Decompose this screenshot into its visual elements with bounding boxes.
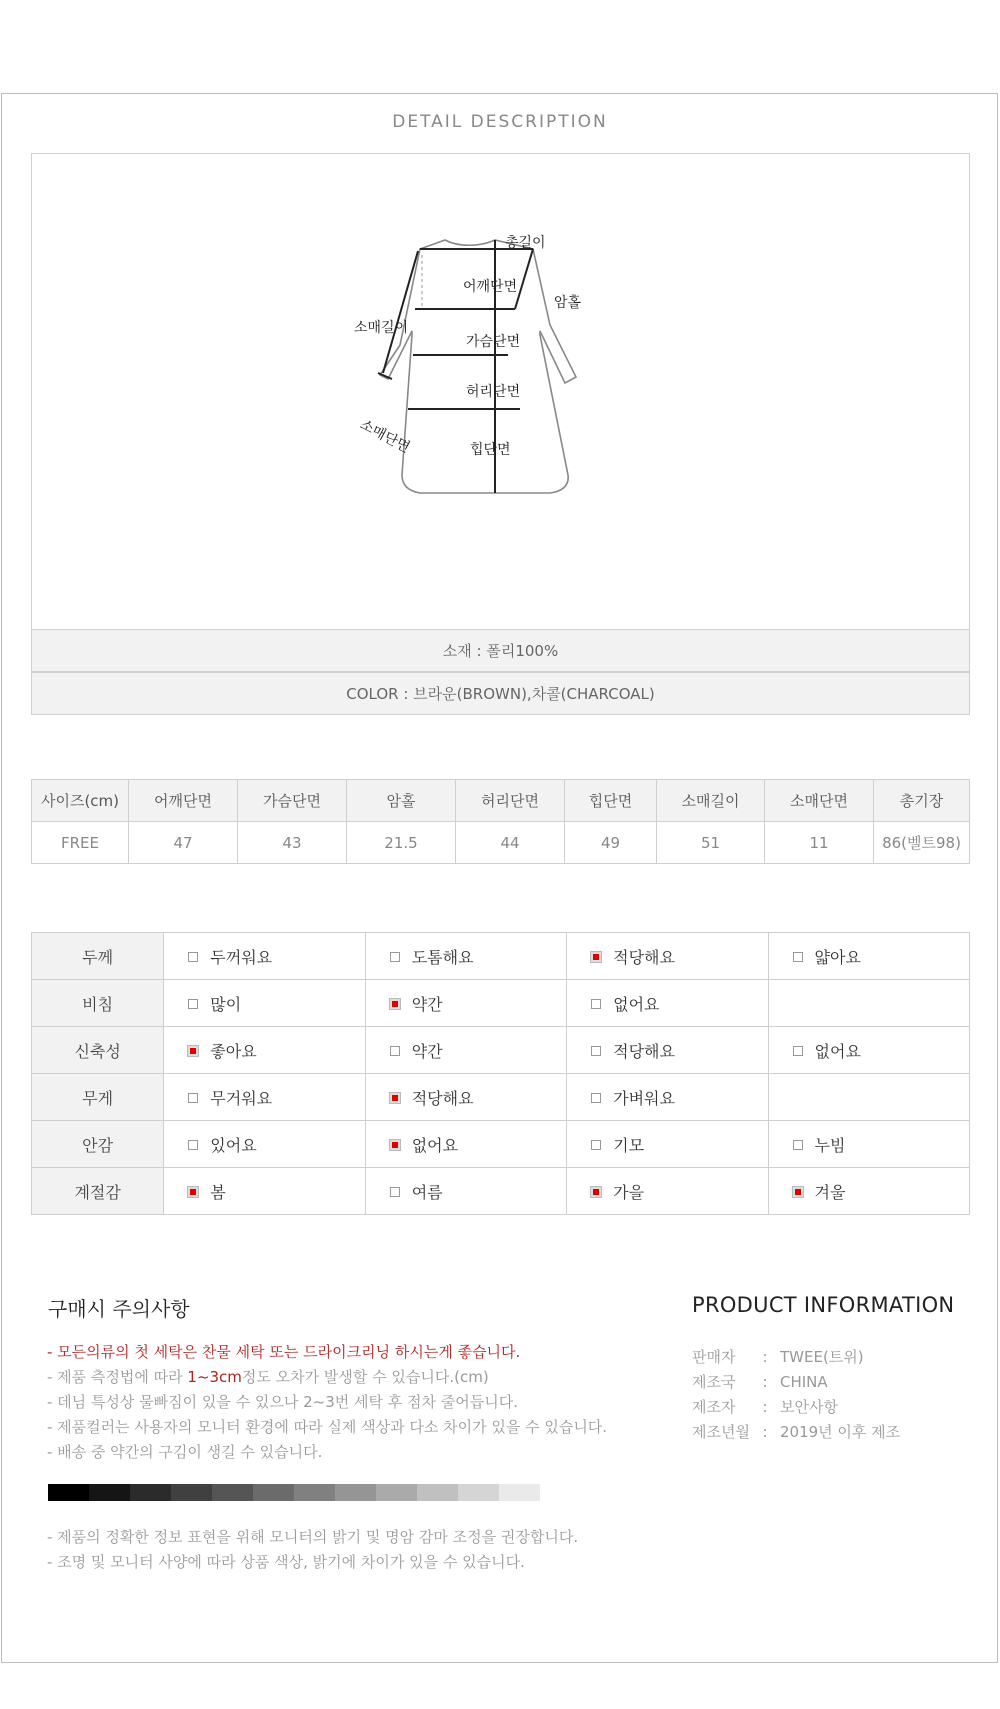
note-line: - 조명 및 모니터 사양에 따라 상품 색상, 밝기에 차이가 있을 수 있습니다.: [47, 1553, 525, 1571]
unchecked-box-icon[interactable]: [188, 999, 198, 1009]
feature-option[interactable]: [164, 1121, 365, 1168]
grayscale-swatch: [130, 1484, 171, 1501]
unchecked-box-icon[interactable]: [390, 952, 400, 962]
label-waist: 허리단면: [466, 384, 521, 400]
product-info-separator: :: [762, 1373, 768, 1391]
feature-option-label: 겨울: [814, 1182, 846, 1202]
feature-option[interactable]: [365, 933, 566, 980]
label-sleeve-width: 소매단면: [357, 416, 413, 457]
grayscale-bar: [48, 1484, 540, 1501]
size-header-cell: 암홀: [347, 780, 456, 822]
unchecked-box-icon[interactable]: [188, 1093, 198, 1103]
grayscale-swatch: [458, 1484, 499, 1501]
care-line: - 데님 특성상 물빠짐이 있을 수 있으나 2~3번 세탁 후 점차 줄어듭니다.: [47, 1393, 519, 1411]
feature-label: 안감: [32, 1121, 164, 1168]
checked-box-icon[interactable]: [188, 1046, 198, 1056]
feature-row: [32, 1074, 970, 1121]
detail-title: DETAIL DESCRIPTION: [392, 112, 608, 132]
feature-option[interactable]: [567, 980, 768, 1027]
size-header-cell: 어깨단면: [129, 780, 238, 822]
feature-option-label: 두꺼워요: [210, 947, 273, 967]
grayscale-swatch: [335, 1484, 376, 1501]
size-header-cell: 가슴단면: [238, 780, 347, 822]
grayscale-swatch: [253, 1484, 294, 1501]
size-table-row: [32, 822, 970, 864]
checked-box-icon[interactable]: [591, 952, 601, 962]
grayscale-swatch: [376, 1484, 417, 1501]
product-info-row: [692, 1395, 900, 1420]
feature-option-label: 약간: [411, 1041, 443, 1061]
feature-table: [31, 932, 970, 1215]
size-header-cell: 힙단면: [565, 780, 657, 822]
product-info-separator: :: [762, 1348, 768, 1366]
size-cell: 47: [129, 822, 238, 864]
feature-option[interactable]: [164, 980, 365, 1027]
care-title: 구매시 주의사항: [48, 1297, 190, 1321]
feature-label: 비침: [32, 980, 164, 1027]
feature-option-label: 약간: [411, 994, 443, 1014]
feature-option-label: 무거워요: [210, 1088, 273, 1108]
care-line: - 배송 중 약간의 구김이 생길 수 있습니다.: [47, 1443, 323, 1461]
product-info-list: [692, 1345, 900, 1445]
unchecked-box-icon[interactable]: [793, 1046, 803, 1056]
product-info-row: [692, 1345, 900, 1370]
feature-option[interactable]: [365, 1027, 566, 1074]
material-row: 소재 : 폴리100%: [31, 629, 970, 672]
size-cell: 49: [565, 822, 657, 864]
feature-label: 계절감: [32, 1168, 164, 1215]
feature-option-label: 없어요: [613, 994, 660, 1014]
grayscale-swatch: [171, 1484, 212, 1501]
feature-option-label: 여름: [411, 1182, 443, 1202]
feature-option[interactable]: [768, 933, 969, 980]
unchecked-box-icon[interactable]: [591, 999, 601, 1009]
feature-option[interactable]: [567, 1027, 768, 1074]
care-line: - 모든의류의 첫 세탁은 찬물 세탁 또는 드라이크리닝 하시는게 좋습니다.: [47, 1343, 521, 1361]
note-list: [47, 1525, 578, 1575]
label-hip: 힙단면: [470, 442, 511, 458]
feature-option-label: 가을: [613, 1182, 645, 1202]
grayscale-swatch: [294, 1484, 335, 1501]
feature-row: [32, 1168, 970, 1215]
feature-option[interactable]: [365, 1121, 566, 1168]
feature-option[interactable]: [164, 1074, 365, 1121]
feature-option-label: 도톰해요: [411, 947, 474, 967]
feature-option-label: 적당해요: [613, 1041, 675, 1061]
size-cell: 44: [456, 822, 565, 864]
feature-option[interactable]: [164, 1168, 365, 1215]
feature-option-label: 없어요: [411, 1135, 459, 1155]
label-shoulder: 어깨단면: [463, 279, 518, 295]
size-header-cell: 사이즈(cm): [32, 780, 129, 822]
size-cell: 11: [765, 822, 874, 864]
unchecked-box-icon[interactable]: [793, 1140, 803, 1150]
feature-label: 신축성: [32, 1027, 164, 1074]
feature-option[interactable]: [768, 1168, 969, 1215]
checked-box-icon[interactable]: [390, 1093, 400, 1103]
feature-label: 두께: [32, 933, 164, 980]
unchecked-box-icon[interactable]: [390, 1046, 400, 1056]
feature-option[interactable]: [768, 1121, 969, 1168]
feature-option[interactable]: [365, 980, 566, 1027]
grayscale-swatch: [212, 1484, 253, 1501]
feature-option-label: 있어요: [210, 1135, 257, 1155]
product-info-key: 판매자: [692, 1348, 736, 1366]
checked-box-icon[interactable]: [390, 1140, 400, 1150]
product-info-value: 보안사항: [780, 1398, 838, 1416]
color-row: COLOR : 브라운(BROWN),차콜(CHARCOAL): [31, 672, 970, 715]
checked-box-icon[interactable]: [188, 1187, 198, 1197]
feature-option[interactable]: [365, 1168, 566, 1215]
unchecked-box-icon[interactable]: [591, 1046, 601, 1056]
care-list: [47, 1340, 607, 1465]
size-header-cell: 총기장: [874, 780, 970, 822]
unchecked-box-icon[interactable]: [591, 1140, 601, 1150]
feature-option[interactable]: [567, 1168, 768, 1215]
feature-option[interactable]: [164, 1027, 365, 1074]
grayscale-swatch: [89, 1484, 130, 1501]
size-cell: 86(벨트98): [874, 822, 970, 864]
product-info-key: 제조국: [692, 1373, 736, 1391]
label-chest: 가슴단면: [466, 334, 521, 350]
checked-box-icon[interactable]: [793, 1187, 803, 1197]
feature-row: [32, 980, 970, 1027]
unchecked-box-icon[interactable]: [390, 1187, 400, 1197]
unchecked-box-icon[interactable]: [188, 952, 198, 962]
feature-label: 무게: [32, 1074, 164, 1121]
feature-option-label: 누빔: [814, 1135, 846, 1155]
feature-option[interactable]: [567, 933, 768, 980]
empty-cell: [768, 980, 969, 1027]
product-info-key: 제조년월: [692, 1423, 750, 1441]
grayscale-swatch: [48, 1484, 89, 1501]
size-table-header: [32, 780, 970, 822]
care-highlight: 1~3cm: [187, 1368, 242, 1386]
size-cell: 51: [657, 822, 765, 864]
feature-option[interactable]: [365, 1074, 566, 1121]
checked-box-icon[interactable]: [390, 999, 400, 1009]
product-info-value: CHINA: [780, 1373, 828, 1391]
empty-cell: [768, 1074, 969, 1121]
label-sleeve-length: 소매길이: [354, 320, 409, 336]
feature-option-label: 기모: [613, 1135, 645, 1155]
product-info-row: [692, 1420, 900, 1445]
product-info-separator: :: [762, 1398, 768, 1416]
feature-option-label: 적당해요: [411, 1088, 474, 1108]
care-line: - 제품컬러는 사용자의 모니터 환경에 따라 실제 색상과 다소 차이가 있을 수 있습니다.: [47, 1418, 608, 1436]
grayscale-swatch: [417, 1484, 458, 1501]
product-info-value: 2019년 이후 제조: [780, 1423, 901, 1441]
size-cell: 43: [238, 822, 347, 864]
feature-option[interactable]: [567, 1074, 768, 1121]
product-info-key: 제조자: [692, 1398, 736, 1416]
product-info-value: TWEE(트위): [780, 1348, 864, 1366]
label-total-length: 총길이: [505, 235, 546, 251]
grayscale-swatch: [499, 1484, 540, 1501]
size-cell: FREE: [32, 822, 129, 864]
feature-option-label: 적당해요: [613, 947, 675, 967]
feature-option[interactable]: [567, 1121, 768, 1168]
note-line: - 제품의 정확한 정보 표현을 위해 모니터의 밝기 및 명암 감마 조정을 권장합니다.: [47, 1528, 579, 1546]
feature-row: [32, 1027, 970, 1074]
feature-option-label: 없어요: [814, 1041, 861, 1061]
size-cell: 21.5: [347, 822, 456, 864]
care-line: - 제품 측정법에 따라 1~3cm정도 오차가 발생할 수 있습니다.(cm): [47, 1368, 489, 1386]
feature-option-label: 얇아요: [814, 947, 861, 967]
product-info-row: [692, 1370, 900, 1395]
feature-option-label: 봄: [210, 1182, 226, 1202]
size-header-cell: 소매길이: [657, 780, 765, 822]
unchecked-box-icon[interactable]: [591, 1093, 601, 1103]
feature-option[interactable]: [768, 1027, 969, 1074]
feature-option[interactable]: [164, 933, 365, 980]
size-header-cell: 허리단면: [456, 780, 565, 822]
unchecked-box-icon[interactable]: [188, 1140, 198, 1150]
unchecked-box-icon[interactable]: [793, 952, 803, 962]
size-table: [31, 779, 970, 864]
feature-option-label: 많이: [210, 994, 242, 1014]
product-info-title: PRODUCT INFORMATION: [692, 1293, 955, 1317]
feature-option-label: 좋아요: [210, 1041, 257, 1061]
feature-row: [32, 1121, 970, 1168]
feature-row: [32, 933, 970, 980]
product-info-separator: :: [762, 1423, 768, 1441]
checked-box-icon[interactable]: [591, 1187, 601, 1197]
label-armhole: 암홀: [554, 295, 582, 311]
feature-option-label: 가벼워요: [613, 1088, 675, 1108]
size-header-cell: 소매단면: [765, 780, 874, 822]
